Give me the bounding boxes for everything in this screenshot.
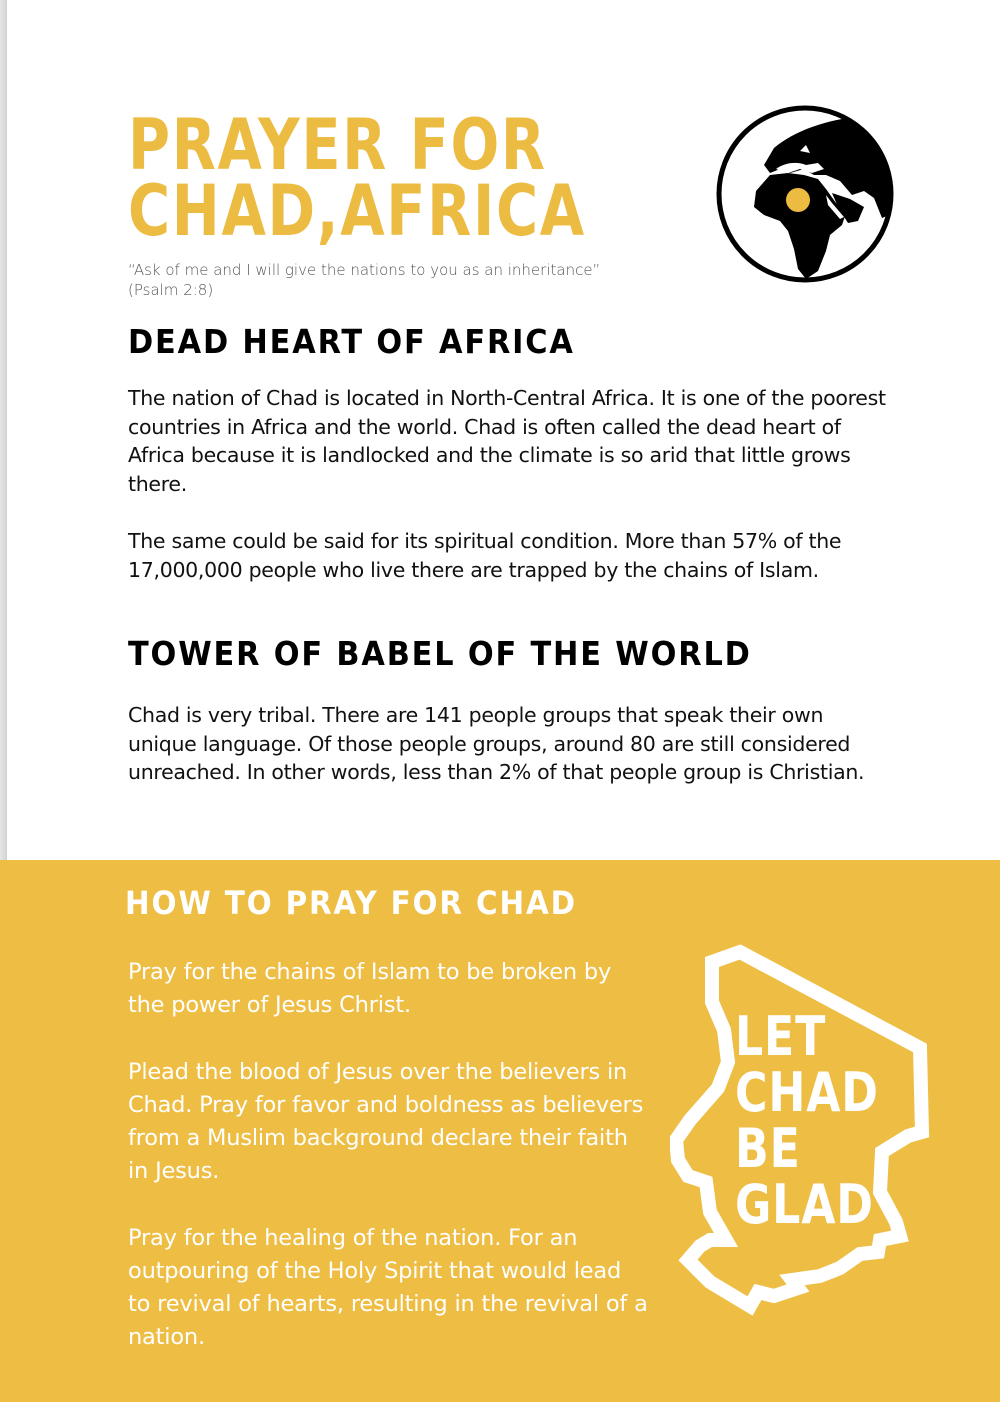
prayer-heading: HOW TO PRAY FOR CHAD [125,884,577,922]
quote-reference: (Psalm 2:8) [128,281,214,299]
map-word: CHAD [735,1061,879,1124]
section-paragraph: The same could be said for its spiritual condition. More than 57% of the 17,000,000 people who live there are trapped by the chains of Islam. [128,529,842,582]
section-heading-tower-of-babel: TOWER OF BABEL OF THE WORLD [128,634,752,673]
map-word: BE [735,1117,801,1180]
title-line-2: CHAD,AFRICA [128,170,586,252]
prayer-item: Plead the blood of Jesus over the believers in Chad. Pray for favor and boldness as believers from a Muslim background declare their faith in Jesus. [128,1059,644,1184]
section-heading-dead-heart: DEAD HEART OF AFRICA [128,322,575,361]
section-paragraph: The nation of Chad is located in North-Central Africa. It is one of the poorest countries in Africa and the world. Chad is often called the dead heart of Africa because it is landlocked and the climate is so arid that little grows there. [128,386,886,496]
page-title [128,104,586,252]
prayer-section [0,860,1000,1402]
let-chad-be-glad-text [735,1005,879,1236]
section-paragraph: Chad is very tribal. There are 141 people groups that speak their own unique language. Of those people groups, around 80 are still considered unreached. In other words, less than 2% of that people group is Christian. [128,703,865,784]
scripture-quote [128,260,600,300]
title-line-1: PRAYER FOR [128,104,547,186]
quote-text: “Ask of me and I will give the nations to you as an inheritance” [128,261,601,279]
map-word: GLAD [735,1173,874,1236]
prayer-item: Pray for the chains of Islam to be broken by the power of Jesus Christ. [128,959,612,1018]
globe-africa-icon [714,103,896,285]
map-word: LET [735,1005,827,1068]
prayer-item: Pray for the healing of the nation. For an outpouring of the Holy Spirit that would lead to revival of hearts, resulting in the revival of a nation. [128,1225,648,1350]
